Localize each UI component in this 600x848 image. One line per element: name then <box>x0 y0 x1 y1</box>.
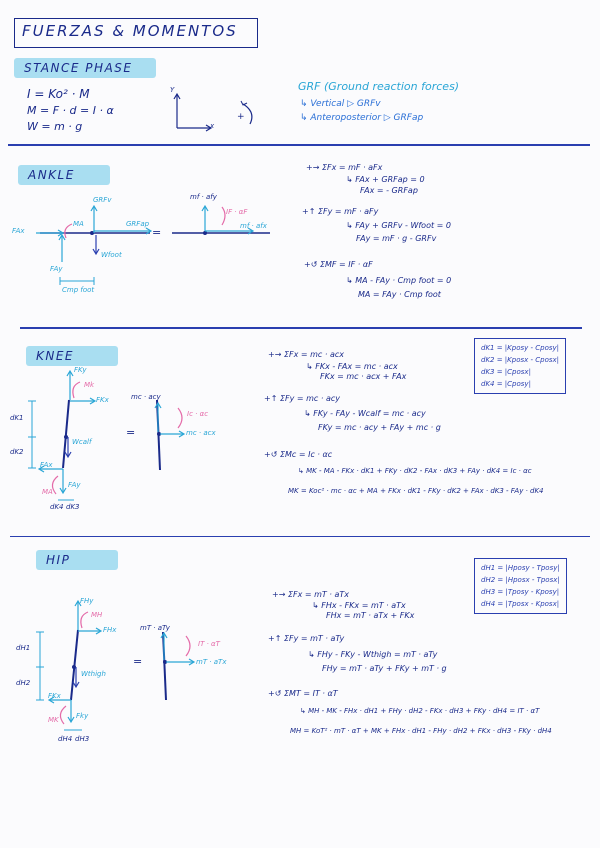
knee-pill: KNEE <box>26 346 118 366</box>
ankle-wfoot-label: Wfoot <box>101 251 122 259</box>
knee-ic-ac-label: Ic · αc <box>187 410 209 418</box>
knee-eq-8: MK = Koc² · mc · αc + MA + FKx · dK1 - FKy · dK2 + FAx · dK3 - FAy · dK4 <box>288 487 544 495</box>
axis-x-label: x <box>210 122 215 130</box>
knee-dk3-label: dK3 <box>66 503 80 511</box>
knee-eq-1: ↳ FKx - FAx = mc · acx <box>306 362 398 371</box>
stance-phase-pill: STANCE PHASE <box>14 58 156 78</box>
hip-equals: = <box>133 655 143 668</box>
ankle-eq-6: +↺ ΣMF = IF · αF <box>304 260 373 269</box>
hip-dh4-label: dH4 <box>58 735 73 743</box>
hip-mk-label: MK <box>48 716 59 724</box>
hip-fkx-label: FKx <box>48 692 61 700</box>
knee-mk-label: Mk <box>84 381 95 389</box>
ankle-grfap-label: GRFap <box>126 220 150 228</box>
hip-eq-4: ↳ FHy - FKy - Wthigh = mT · aTy <box>308 650 438 659</box>
hip-dh1-label: dH1 <box>16 644 31 652</box>
hip-it-at-label: IT · αT <box>198 640 220 648</box>
ankle-mf-afy-label: mf · afy <box>190 193 217 201</box>
knee-dk2-label: dK2 <box>10 448 24 456</box>
ankle-eq-3: +↑ ΣFy = mF · aFy <box>302 207 379 216</box>
page-title: FUERZAS & MOMENTOS <box>22 22 238 40</box>
knee-eq-2: FKx = mc · acx + FAx <box>320 372 407 381</box>
hip-dh3-label: dH3 <box>75 735 90 743</box>
hip-eq-0: +→ ΣFx = mT · aTx <box>272 590 349 599</box>
knee-fky-label: FKy <box>74 366 87 374</box>
ankle-fax-label: FAx <box>12 227 25 235</box>
hip-mt-aty-label: mT · aTy <box>140 624 170 632</box>
hip-mh-label: MH <box>91 611 103 619</box>
hip-fhy-label: FHy <box>80 597 94 605</box>
ankle-mf-afx-label: mf · afx <box>240 222 267 230</box>
knee-dk3-def: dK3 = |Cposx| <box>481 368 531 376</box>
hip-dh2-def: dH2 = |Hposx - Tposx| <box>481 576 560 584</box>
grf-anteroposterior: ↳ Anteroposterior ▷ GRFap <box>300 113 424 123</box>
knee-fay-label: FAy <box>68 481 81 489</box>
hip-eq-5: FHy = mT · aTy + FKy + mT · g <box>322 664 447 673</box>
ankle-eq-0: +→ ΣFx = mF · aFx <box>306 163 383 172</box>
hip-dh3-def: dH3 = |Tposy - Kposy| <box>481 588 560 596</box>
knee-eq-4: ↳ FKy - FAy - Wcalf = mc · acy <box>304 409 426 418</box>
stance-eq-moment: M = F · d = I · α <box>27 104 114 117</box>
knee-eq-3: +↑ ΣFy = mc · acy <box>264 394 340 403</box>
ankle-pill: ANKLE <box>18 165 110 185</box>
grf-title: GRF (Ground reaction forces) <box>298 80 460 93</box>
knee-dk2-def: dK2 = |Kposx - Cposx| <box>481 356 560 364</box>
hip-eq-7: ↳ MH - MK - FHx · dH1 + FHy · dH2 - FKx · dH3 + FKy · dH4 = IT · αT <box>300 707 540 715</box>
ankle-eq-4: ↳ FAy + GRFv - Wfoot = 0 <box>346 221 451 230</box>
knee-wcalf-label: Wcalf <box>72 438 92 446</box>
hip-eq-1: ↳ FHx - FKx = mT · aTx <box>312 601 406 610</box>
knee-mc-acy-label: mc · acy <box>131 393 161 401</box>
ankle-grfv-label: GRFv <box>93 196 112 204</box>
knee-fax-label: FAx <box>40 461 53 469</box>
hip-dh4-def: dH4 = |Tposx - Kposx| <box>481 600 560 608</box>
hip-distance-box <box>474 558 567 614</box>
hip-fhx-label: FHx <box>103 626 117 634</box>
ankle-eq-7: ↳ MA - FAy · Cmp foot = 0 <box>346 276 452 285</box>
ankle-eq-2: FAx = - GRFap <box>360 186 418 195</box>
ankle-eq-5: FAy = mF · g - GRFv <box>356 234 437 243</box>
axis-y-label: Y <box>170 86 175 94</box>
hip-eq-2: FHx = mT · aTx + FKx <box>326 611 415 620</box>
rotation-sign-label: + <box>237 112 245 122</box>
knee-eq-5: FKy = mc · acy + FAy + mc · g <box>318 423 441 432</box>
knee-dk1-label: dK1 <box>10 414 24 422</box>
hip-pill: HIP <box>36 550 118 570</box>
ankle-fay-label: FAy <box>50 265 63 273</box>
stance-eq-weight: W = m · g <box>27 120 83 133</box>
knee-equals: = <box>126 426 136 439</box>
hip-wthigh-label: Wthigh <box>81 670 106 678</box>
hip-eq-6: +↺ ΣMT = IT · αT <box>268 689 338 698</box>
knee-dk4-def: dK4 = |Cposy| <box>481 380 531 388</box>
knee-dk4-label: dK4 <box>50 503 64 511</box>
ankle-equals: = <box>152 226 162 239</box>
hip-dh1-def: dH1 = |Hposy - Tposy| <box>481 564 560 572</box>
hip-eq-8: MH = KoT² · mT · αT + MK + FHx · dH1 - FHy · dH2 + FKx · dH3 - FKy · dH4 <box>290 727 552 735</box>
knee-fkx-label: FKx <box>96 396 109 404</box>
ankle-if-af-label: IF · αF <box>226 208 248 216</box>
hip-eq-3: +↑ ΣFy = mT · aTy <box>268 634 345 643</box>
ankle-eq-1: ↳ FAx + GRFap = 0 <box>346 175 425 184</box>
hip-fky-label: Fky <box>76 712 89 720</box>
hip-dh2-label: dH2 <box>16 679 31 687</box>
knee-dk1-def: dK1 = |Kposy - Cposy| <box>481 344 560 352</box>
knee-eq-6: +↺ ΣMc = Ic · αc <box>264 450 333 459</box>
ankle-ma-label: MA <box>73 220 84 228</box>
knee-eq-7: ↳ MK - MA - FKx · dK1 + FKy · dK2 - FAx · dK3 + FAy · dK4 = Ic · αc <box>298 467 532 475</box>
ankle-cmp-label: Cmp foot <box>62 286 95 294</box>
grf-vertical: ↳ Vertical ▷ GRFv <box>300 99 381 109</box>
knee-eq-0: +→ ΣFx = mc · acx <box>268 350 344 359</box>
stance-eq-inertia: I = Ko² · M <box>27 87 90 101</box>
knee-mc-acx-label: mc · acx <box>186 429 216 437</box>
hip-mt-atx-label: mT · aTx <box>196 658 227 666</box>
ankle-eq-8: MA = FAy · Cmp foot <box>358 290 441 299</box>
knee-ma-label: MA <box>42 488 53 496</box>
